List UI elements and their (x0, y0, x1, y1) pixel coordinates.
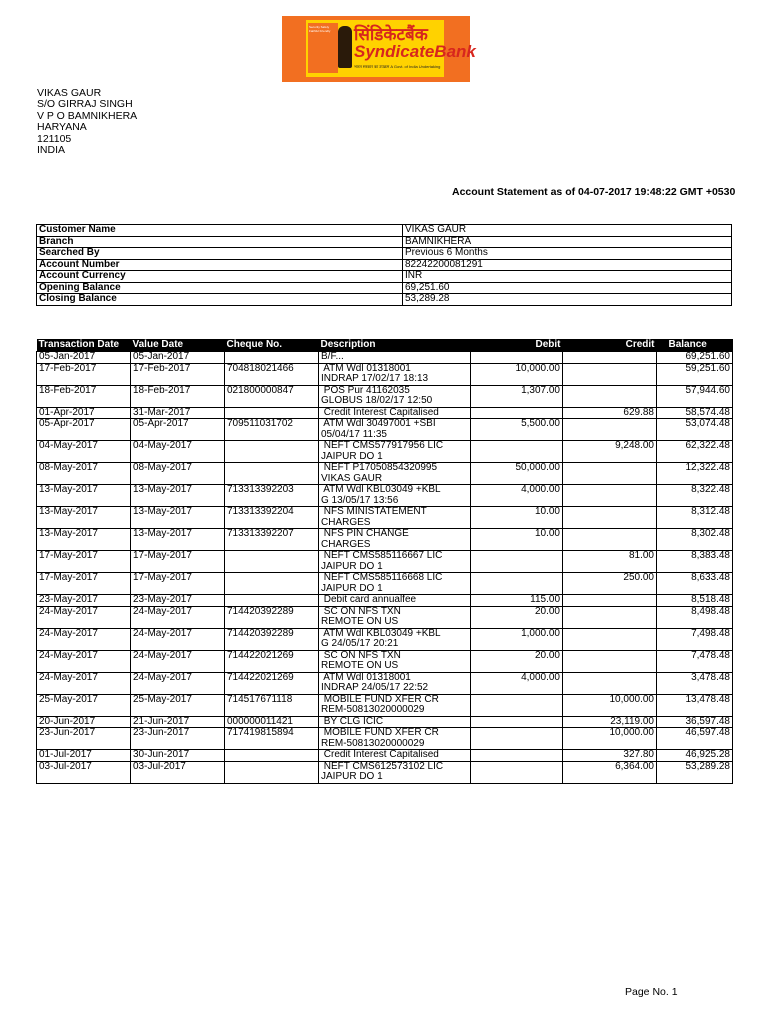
description-cell (319, 463, 471, 485)
debit-cell: 10.00 (471, 529, 563, 551)
logo-emblem-icon: Security Safety Faithful Friendly (308, 23, 338, 73)
value-date-cell: 17-May-2017 (131, 551, 225, 573)
value-date-cell: 04-May-2017 (131, 441, 225, 463)
debit-cell: 4,000.00 (471, 672, 563, 694)
value-date-cell: 17-Feb-2017 (131, 363, 225, 385)
debit-cell (471, 407, 563, 419)
cheque-no-cell: 717419815894 (225, 728, 319, 750)
value-date-cell: 30-Jun-2017 (131, 750, 225, 762)
transaction-date-cell: 01-Apr-2017 (37, 407, 131, 419)
debit-cell (471, 728, 563, 750)
description-line: B/F... (321, 351, 344, 362)
description-cell (319, 606, 471, 628)
debit-cell: 1,307.00 (471, 385, 563, 407)
table-row (37, 363, 733, 385)
table-row (37, 485, 733, 507)
description-cell (319, 441, 471, 463)
cheque-no-cell (225, 441, 319, 463)
transaction-date-cell: 08-May-2017 (37, 463, 131, 485)
debit-cell: 1,000.00 (471, 628, 563, 650)
value-date-cell: 23-Jun-2017 (131, 728, 225, 750)
balance-cell: 8,312.48 (657, 507, 733, 529)
table-row (37, 573, 733, 595)
transaction-date-cell: 05-Jan-2017 (37, 352, 131, 364)
balance-cell: 46,925.28 (657, 750, 733, 762)
debit-cell (471, 352, 563, 364)
transaction-date-cell: 25-May-2017 (37, 694, 131, 716)
table-row (37, 716, 733, 728)
account-info-label: Account Number (37, 259, 403, 271)
debit-cell (471, 716, 563, 728)
description-line: GLOBUS 18/02/17 12:50 (321, 395, 433, 406)
table-row (37, 419, 733, 441)
description-line: BY CLG ICIC (321, 715, 384, 727)
header-description: Description (319, 339, 471, 352)
logo-hindi-text: सिंडिकेटबैंक (354, 25, 428, 45)
credit-cell (563, 529, 657, 551)
description-line: NEFT P17050854320995 (321, 462, 438, 473)
account-info-label: Account Currency (37, 271, 403, 283)
description-line: MOBILE FUND XFER CR (321, 693, 439, 705)
description-line: NFS PIN CHANGE (321, 528, 409, 539)
table-row (37, 728, 733, 750)
description-line: REM-50813020000029 (321, 704, 425, 715)
description-cell (319, 507, 471, 529)
value-date-cell: 24-May-2017 (131, 650, 225, 672)
debit-cell (471, 761, 563, 783)
description-line: Credit Interest Capitalised (321, 406, 439, 418)
credit-cell (563, 628, 657, 650)
credit-cell (563, 419, 657, 441)
credit-cell (563, 385, 657, 407)
account-info-value: 69,251.60 (403, 282, 732, 294)
credit-cell: 9,248.00 (563, 441, 657, 463)
logo-panel (306, 20, 476, 77)
description-cell (319, 650, 471, 672)
transaction-date-cell: 05-Apr-2017 (37, 419, 131, 441)
balance-cell: 8,302.48 (657, 529, 733, 551)
value-date-cell: 08-May-2017 (131, 463, 225, 485)
logo-tagline: भारत सरकार का उपक्रम A Govt. of India Undertaking (354, 64, 441, 69)
debit-cell: 10.00 (471, 507, 563, 529)
credit-cell: 629.88 (563, 407, 657, 419)
credit-cell: 81.00 (563, 551, 657, 573)
value-date-cell: 03-Jul-2017 (131, 761, 225, 783)
description-line: CHARGES (321, 516, 371, 528)
balance-cell: 36,597.48 (657, 716, 733, 728)
description-line: Debit card annualfee (321, 594, 417, 605)
debit-cell (471, 441, 563, 463)
cheque-no-cell (225, 407, 319, 419)
logo-english-text: SyndicateBank (354, 42, 476, 61)
header-cheque-no: Cheque No. (225, 339, 319, 352)
balance-cell: 8,633.48 (657, 573, 733, 595)
balance-cell: 53,289.28 (657, 761, 733, 783)
transaction-date-cell: 24-May-2017 (37, 672, 131, 694)
description-cell (319, 694, 471, 716)
description-cell (319, 352, 471, 364)
balance-cell: 7,478.48 (657, 650, 733, 672)
description-line: MOBILE FUND XFER CR (321, 727, 439, 738)
balance-cell: 12,322.48 (657, 463, 733, 485)
header-credit: Credit (563, 339, 657, 352)
debit-cell: 4,000.00 (471, 485, 563, 507)
value-date-cell: 05-Apr-2017 (131, 419, 225, 441)
transaction-date-cell: 24-May-2017 (37, 606, 131, 628)
description-line: G 13/05/17 13:56 (321, 494, 399, 506)
credit-cell (563, 606, 657, 628)
value-date-cell: 31-Mar-2017 (131, 407, 225, 419)
header-transaction-date: Transaction Date (37, 339, 131, 352)
cheque-no-cell (225, 551, 319, 573)
value-date-cell: 05-Jan-2017 (131, 352, 225, 364)
table-row (37, 407, 733, 419)
value-date-cell: 13-May-2017 (131, 485, 225, 507)
table-row (37, 529, 733, 551)
customer-address (37, 88, 137, 156)
debit-cell (471, 551, 563, 573)
description-line: JAIPUR DO 1 (321, 582, 383, 594)
description-line: ATM Wdl 30497001 +SBI (321, 418, 436, 429)
credit-cell: 250.00 (563, 573, 657, 595)
balance-cell: 59,251.60 (657, 363, 733, 385)
description-cell (319, 363, 471, 385)
table-row (37, 352, 733, 364)
description-line: NEFT CMS612573102 LIC (321, 760, 444, 772)
address-line: VIKAS GAUR (37, 87, 102, 99)
description-line: 05/04/17 11:35 (321, 428, 387, 440)
value-date-cell: 23-May-2017 (131, 595, 225, 607)
cheque-no-cell: 714422021269 (225, 672, 319, 694)
credit-cell (563, 672, 657, 694)
cheque-no-cell (225, 573, 319, 595)
account-info-label: Searched By (37, 248, 403, 260)
header-balance: Balance (657, 339, 733, 352)
account-info-value: VIKAS GAUR (403, 225, 732, 237)
credit-cell: 23,119.00 (563, 716, 657, 728)
balance-cell: 13,478.48 (657, 694, 733, 716)
description-line: CHARGES (321, 538, 371, 550)
transactions-table (36, 339, 733, 784)
account-info-row (37, 236, 732, 248)
balance-cell: 3,478.48 (657, 672, 733, 694)
value-date-cell: 17-May-2017 (131, 573, 225, 595)
value-date-cell: 21-Jun-2017 (131, 716, 225, 728)
credit-cell: 327.80 (563, 750, 657, 762)
description-line: Credit Interest Capitalised (321, 749, 439, 760)
account-info-row (37, 294, 732, 306)
account-info-row (37, 225, 732, 237)
description-line: VIKAS GAUR (321, 472, 383, 484)
description-cell (319, 529, 471, 551)
value-date-cell: 24-May-2017 (131, 606, 225, 628)
credit-cell (563, 363, 657, 385)
description-line: NEFT CMS577917956 LIC (321, 440, 444, 451)
description-line: INDRAP 17/02/17 18:13 (321, 373, 429, 384)
account-info-value: 82242200081291 (403, 259, 732, 271)
statement-title: Account Statement as of 04-07-2017 19:48:22 GMT +0530 (452, 186, 736, 198)
balance-cell: 46,597.48 (657, 728, 733, 750)
credit-cell: 10,000.00 (563, 728, 657, 750)
balance-cell: 53,074.48 (657, 419, 733, 441)
description-cell (319, 551, 471, 573)
cheque-no-cell: 000000011421 (225, 716, 319, 728)
transaction-date-cell: 13-May-2017 (37, 529, 131, 551)
cheque-no-cell: 714517671118 (225, 694, 319, 716)
cheque-no-cell: 714422021269 (225, 650, 319, 672)
header-value-date: Value Date (131, 339, 225, 352)
value-date-cell: 24-May-2017 (131, 628, 225, 650)
page-number: Page No. 1 (625, 986, 678, 998)
cheque-no-cell: 714420392289 (225, 628, 319, 650)
account-info-table (36, 224, 732, 306)
balance-cell: 58,574.48 (657, 407, 733, 419)
credit-cell: 10,000.00 (563, 694, 657, 716)
balance-cell: 69,251.60 (657, 352, 733, 364)
description-cell (319, 407, 471, 419)
transaction-date-cell: 20-Jun-2017 (37, 716, 131, 728)
credit-cell (563, 595, 657, 607)
description-cell (319, 672, 471, 694)
description-line: REMOTE ON US (321, 616, 399, 627)
description-line: JAIPUR DO 1 (321, 771, 383, 782)
credit-cell (563, 485, 657, 507)
table-header-row (37, 339, 733, 352)
transaction-date-cell: 13-May-2017 (37, 485, 131, 507)
debit-cell: 115.00 (471, 595, 563, 607)
debit-cell: 10,000.00 (471, 363, 563, 385)
table-row (37, 551, 733, 573)
account-info-row (37, 282, 732, 294)
description-cell (319, 750, 471, 762)
balance-cell: 7,498.48 (657, 628, 733, 650)
credit-cell (563, 352, 657, 364)
table-row (37, 507, 733, 529)
description-line: REM-50813020000029 (321, 737, 425, 749)
description-line: G 24/05/17 20:21 (321, 638, 399, 649)
description-line: ATM Wdl KBL03049 +KBL (321, 627, 441, 639)
table-row (37, 441, 733, 463)
description-cell (319, 728, 471, 750)
debit-cell (471, 573, 563, 595)
balance-cell: 8,518.48 (657, 595, 733, 607)
description-line: SC ON NFS TXN (321, 649, 401, 661)
description-line: INDRAP 24/05/17 22:52 (321, 682, 429, 693)
description-line: NEFT CMS585116668 LIC (321, 572, 443, 583)
description-cell (319, 573, 471, 595)
balance-cell: 57,944.60 (657, 385, 733, 407)
description-line: ATM Wdl 01318001 (321, 362, 411, 374)
transaction-date-cell: 17-May-2017 (37, 551, 131, 573)
table-row (37, 606, 733, 628)
description-line: POS Pur 41162035 (321, 384, 410, 396)
description-cell (319, 385, 471, 407)
bank-logo (282, 16, 476, 82)
credit-cell (563, 463, 657, 485)
transaction-date-cell: 24-May-2017 (37, 650, 131, 672)
table-row (37, 595, 733, 607)
address-line: HARYANA (37, 121, 87, 134)
value-date-cell: 13-May-2017 (131, 507, 225, 529)
transaction-date-cell: 24-May-2017 (37, 628, 131, 650)
transaction-date-cell: 18-Feb-2017 (37, 385, 131, 407)
account-info-label: Opening Balance (37, 282, 403, 294)
description-line: JAIPUR DO 1 (321, 560, 383, 572)
address-line: S/O GIRRAJ SINGH (37, 98, 133, 111)
transaction-date-cell: 23-May-2017 (37, 595, 131, 607)
description-line: REMOTE ON US (321, 660, 399, 671)
credit-cell (563, 507, 657, 529)
cheque-no-cell: 709511031702 (225, 419, 319, 441)
account-info-label: Closing Balance (37, 294, 403, 306)
description-cell (319, 716, 471, 728)
description-line: NEFT CMS585116667 LIC (321, 550, 443, 561)
description-cell (319, 419, 471, 441)
value-date-cell: 24-May-2017 (131, 672, 225, 694)
debit-cell: 5,500.00 (471, 419, 563, 441)
table-row (37, 694, 733, 716)
address-line: INDIA (37, 144, 66, 157)
balance-cell: 62,322.48 (657, 441, 733, 463)
description-line: SC ON NFS TXN (321, 605, 401, 617)
description-line: JAIPUR DO 1 (321, 450, 383, 462)
account-info-value: BAMNIKHERA (403, 236, 732, 248)
logo-lion-icon (338, 26, 352, 68)
cheque-no-cell: 713313392203 (225, 485, 319, 507)
value-date-cell: 18-Feb-2017 (131, 385, 225, 407)
address-line: 121105 (37, 132, 72, 145)
value-date-cell: 13-May-2017 (131, 529, 225, 551)
account-info-label: Branch (37, 236, 403, 248)
address-line: V P O BAMNIKHERA (37, 109, 138, 122)
cheque-no-cell (225, 761, 319, 783)
description-line: ATM Wdl KBL03049 +KBL (321, 484, 441, 495)
debit-cell (471, 694, 563, 716)
credit-cell: 6,364.00 (563, 761, 657, 783)
description-cell (319, 485, 471, 507)
transaction-date-cell: 17-Feb-2017 (37, 363, 131, 385)
description-cell (319, 761, 471, 783)
account-info-value: 53,289.28 (403, 294, 732, 306)
cheque-no-cell (225, 750, 319, 762)
value-date-cell: 25-May-2017 (131, 694, 225, 716)
account-info-row (37, 248, 732, 260)
table-row (37, 650, 733, 672)
balance-cell: 8,322.48 (657, 485, 733, 507)
table-row (37, 750, 733, 762)
cheque-no-cell (225, 352, 319, 364)
cheque-no-cell: 713313392204 (225, 507, 319, 529)
cheque-no-cell: 021800000847 (225, 385, 319, 407)
table-row (37, 628, 733, 650)
cheque-no-cell: 713313392207 (225, 529, 319, 551)
transaction-date-cell: 13-May-2017 (37, 507, 131, 529)
table-row (37, 672, 733, 694)
credit-cell (563, 650, 657, 672)
table-row (37, 463, 733, 485)
account-info-row (37, 271, 732, 283)
balance-cell: 8,498.48 (657, 606, 733, 628)
transaction-date-cell: 17-May-2017 (37, 573, 131, 595)
cheque-no-cell (225, 595, 319, 607)
debit-cell: 50,000.00 (471, 463, 563, 485)
balance-cell: 8,383.48 (657, 551, 733, 573)
account-info-row (37, 259, 732, 271)
debit-cell: 20.00 (471, 606, 563, 628)
cheque-no-cell: 714420392289 (225, 606, 319, 628)
transaction-date-cell: 04-May-2017 (37, 441, 131, 463)
description-cell (319, 595, 471, 607)
account-info-label: Customer Name (37, 225, 403, 237)
account-info-value: Previous 6 Months (403, 248, 732, 260)
transaction-date-cell: 01-Jul-2017 (37, 750, 131, 762)
transaction-date-cell: 03-Jul-2017 (37, 761, 131, 783)
table-row (37, 385, 733, 407)
cheque-no-cell (225, 463, 319, 485)
cheque-no-cell: 704818021466 (225, 363, 319, 385)
account-info-value: INR (403, 271, 732, 283)
header-debit: Debit (471, 339, 563, 352)
debit-cell: 20.00 (471, 650, 563, 672)
description-line: NFS MINISTATEMENT (321, 506, 427, 517)
transaction-date-cell: 23-Jun-2017 (37, 728, 131, 750)
table-row (37, 761, 733, 783)
debit-cell (471, 750, 563, 762)
description-cell (319, 628, 471, 650)
description-line: ATM Wdl 01318001 (321, 671, 411, 683)
